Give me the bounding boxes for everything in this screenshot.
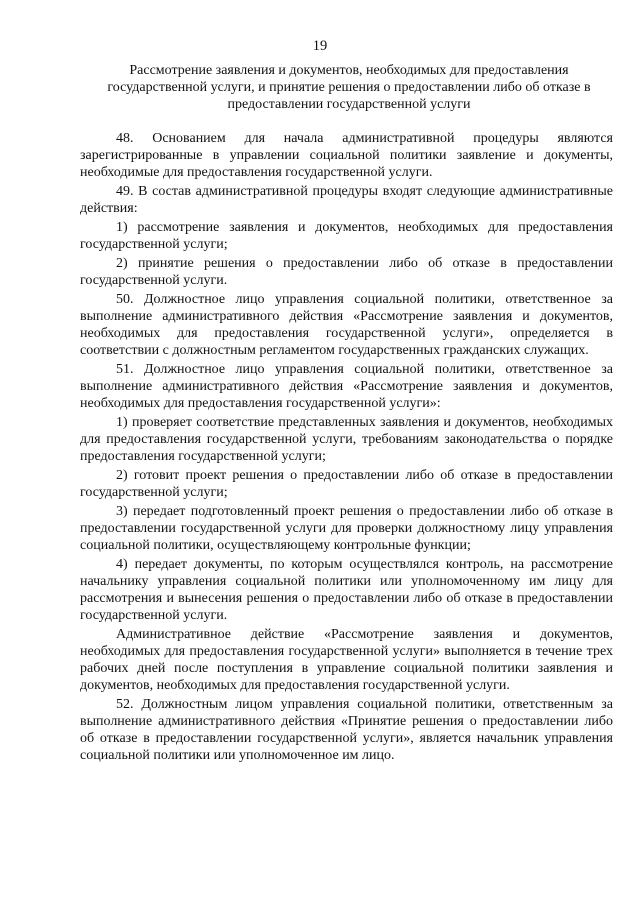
paragraph-51: 51. Должностное лицо управления социальной политики, ответственное за выполнение административного действия «Рассмотрение заявления и документов, необходимых для предоставления государственной услуги»: [80,362,613,411]
paragraph-49: 49. В состав административной процедуры входят следующие административные действия: [80,184,613,216]
page-number: 19 [312,38,328,54]
paragraph-timing: Административное действие «Рассмотрение заявления и документов, необходимых для предоставления государственной услуги» выполняется в течение трех рабочих дней после поступления в управление социальной политики заявления и документов, необходимых для предоставления государственной услуги. [80,627,613,693]
paragraph-50: 50. Должностное лицо управления социальной политики, ответственное за выполнение административного действия «Рассмотрение заявления и документов, необходимых для предоставления государственной услуги», определяется в соответствии с должностным регламентом государственных гражданских служащих. [80,292,613,358]
section-heading: Рассмотрение заявления и документов, необходимых для предоставления государственной услуги, и принятие решения о предоставлении либо об отказе в предоставлении государственной услуги [107,63,591,112]
paragraph-51-item-1: 1) проверяет соответствие представленных заявления и документов, необходимых для предоставления государственной услуги, требованиям законодательства о порядке предоставления государственной услуги; [80,415,613,464]
paragraph-51-item-4: 4) передает документы, по которым осуществлялся контроль, на рассмотрение начальнику управления социальной политики или уполномоченному им лицу для рассмотрения и вынесения решения о предоставлении либо об отказе в предоставлении государственной услуги. [80,557,613,623]
paragraph-49-item-2: 2) принятие решения о предоставлении либо об отказе в предоставлении государственной услуги. [80,256,613,288]
paragraph-52: 52. Должностным лицом управления социальной политики, ответственным за выполнение административного действия «Принятие решения о предоставлении либо об отказе в предоставлении государственной услуги», является начальник управления социальной политики или уполномоченное им лицо. [80,697,613,763]
paragraph-48: 48. Основанием для начала административной процедуры являются зарегистрированные в управлении социальной политики заявление и документы, необходимые для предоставления государственной услуги. [80,131,613,180]
body-text [80,130,613,766]
paragraph-51-item-2: 2) готовит проект решения о предоставлении либо об отказе в предоставлении государственной услуги; [80,468,613,500]
paragraph-51-item-3: 3) передает подготовленный проект решения о предоставлении либо об отказе в предоставлении государственной услуги для проверки должностному лицу управления социальной политики, осуществляющему контрольные функции; [80,504,613,553]
paragraph-49-item-1: 1) рассмотрение заявления и документов, необходимых для предоставления государственной услуги; [80,220,613,252]
